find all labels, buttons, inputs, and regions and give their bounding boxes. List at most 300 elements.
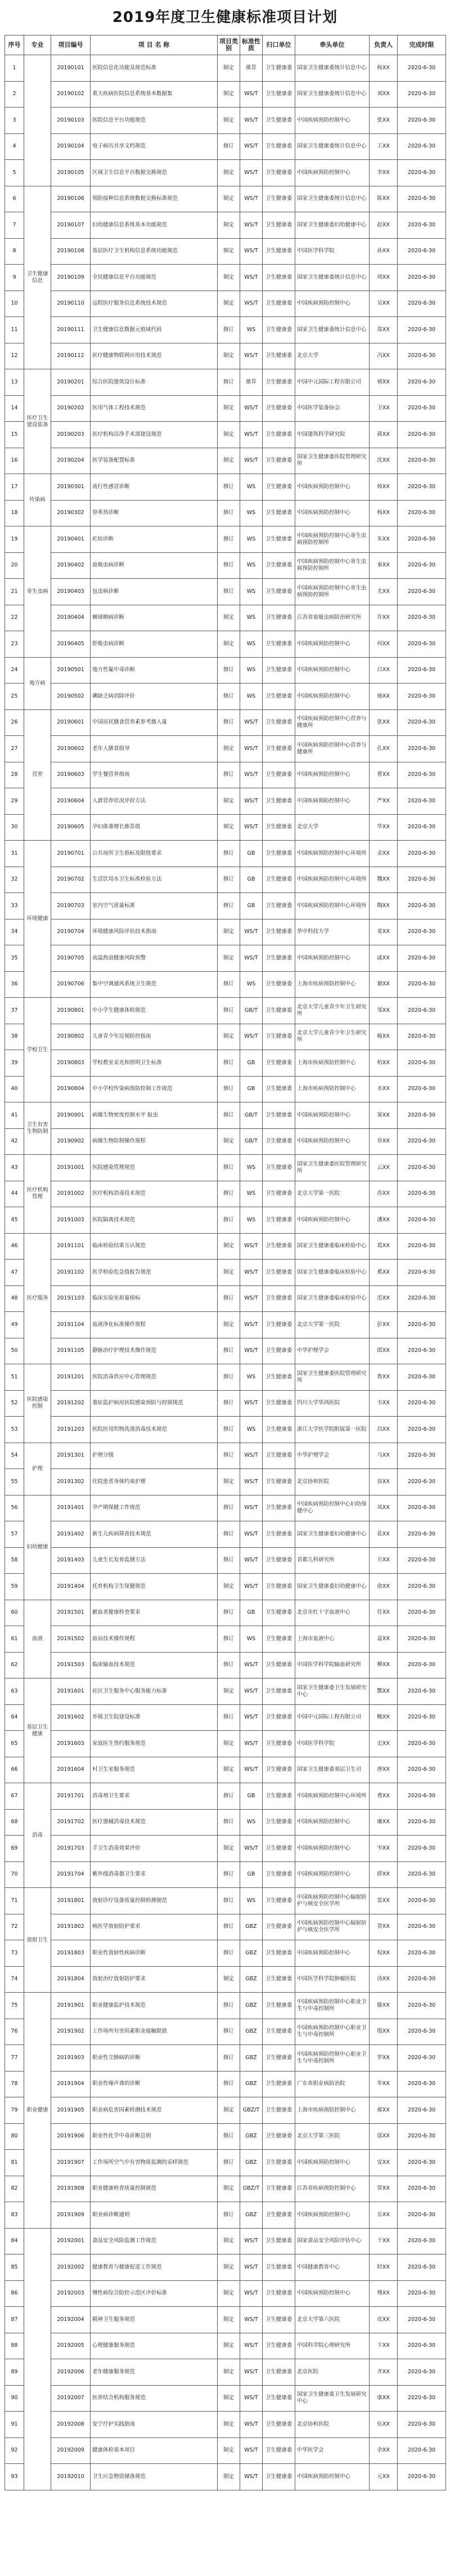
serial-cell: 69	[5, 1836, 24, 1862]
serial-cell: 48	[5, 1285, 24, 1312]
deadline-cell: 2020-6-30	[398, 1024, 446, 1050]
project-code-cell: 20191102	[51, 1260, 91, 1286]
lead-unit-cell: 上海市血液中心	[295, 1626, 370, 1653]
management-unit-cell: 卫生健康委	[263, 736, 295, 762]
nature-cell: GBZ	[240, 1940, 263, 1967]
nature-cell: WS/T	[240, 736, 263, 762]
serial-cell: 31	[5, 841, 24, 867]
management-unit-cell: 卫生健康委	[263, 684, 295, 710]
project-plan-table	[4, 35, 446, 2490]
management-unit-cell: 卫生健康委	[263, 369, 295, 396]
category-cell: 制定	[218, 2333, 240, 2359]
nature-cell: GBZ	[240, 2123, 263, 2150]
responsible-cell: 魏XX	[370, 867, 398, 893]
lead-unit-cell: 中华护理学会	[295, 1338, 370, 1364]
lead-unit-cell: 中国疾病预防控制中心环境所	[295, 867, 370, 893]
project-code-cell: 20190501	[51, 657, 91, 684]
deadline-cell: 2020-6-30	[398, 1390, 446, 1417]
deadline-cell: 2020-6-30	[398, 2254, 446, 2281]
deadline-cell: 2020-6-30	[398, 2464, 446, 2490]
specialty-cell: 地方病	[24, 657, 51, 709]
table-row	[5, 55, 446, 82]
lead-unit-cell: 中国医学装备协会	[295, 395, 370, 422]
specialty-cell: 传染病	[24, 474, 51, 526]
project-name-cell: 地方性氟中毒诊断	[91, 657, 218, 684]
nature-cell: GBZ	[240, 1914, 263, 1940]
lead-unit-cell: 上海市疾病预防控制中心	[295, 2097, 370, 2124]
nature-cell: WS/T	[240, 1024, 263, 1050]
management-unit-cell: 卫生健康委	[263, 2307, 295, 2333]
specialty-cell: 护理	[24, 1443, 51, 1495]
table-row	[5, 1940, 446, 1967]
table-row	[5, 657, 446, 684]
project-name-cell: 卫生应急物资储备规范	[91, 2464, 218, 2490]
project-code-cell: 20190902	[51, 1128, 91, 1155]
category-cell: 修订	[218, 1181, 240, 1207]
deadline-cell: 2020-6-30	[398, 2097, 446, 2124]
serial-cell: 64	[5, 1704, 24, 1731]
responsible-cell: 彭XX	[370, 1312, 398, 1338]
project-code-cell: 20191801	[51, 1888, 91, 1914]
deadline-cell: 2020-6-30	[398, 1495, 446, 1521]
lead-unit-cell: 北京医院	[295, 2359, 370, 2386]
project-name-cell: 慢性病综合防控示范区评价标准	[91, 2280, 218, 2307]
project-code-cell: 20191603	[51, 1731, 91, 1757]
project-name-cell: 医疗机构洁净手术部建设规范	[91, 422, 218, 448]
header-management-unit: 归口单位	[263, 35, 295, 55]
category-cell: 修订	[218, 1600, 240, 1626]
category-cell: 修订	[218, 762, 240, 788]
lead-unit-cell: 中国疾病预防控制中心寄生虫病预防控制所	[295, 579, 370, 605]
responsible-cell: 鲁XX	[370, 1364, 398, 1391]
management-unit-cell: 卫生健康委	[263, 1102, 295, 1129]
serial-cell: 44	[5, 1181, 24, 1207]
category-cell: 修订	[218, 971, 240, 998]
project-name-cell: 医养结合机构服务规范	[91, 2385, 218, 2412]
table-row	[5, 81, 446, 108]
category-cell: 制定	[218, 2307, 240, 2333]
table-row	[5, 2202, 446, 2229]
serial-cell: 29	[5, 788, 24, 815]
deadline-cell: 2020-6-30	[398, 2123, 446, 2150]
responsible-cell: 郝XX	[370, 2097, 398, 2124]
responsible-cell: 陈XX	[370, 186, 398, 212]
project-code-cell: 20190602	[51, 736, 91, 762]
category-cell: 修订	[218, 2045, 240, 2071]
table-row	[5, 1128, 446, 1155]
category-cell: 修订	[218, 2150, 240, 2176]
lead-unit-cell: 北京大学第一医院	[295, 1312, 370, 1338]
responsible-cell: 鲍XX	[370, 1704, 398, 1731]
category-cell: 修订	[218, 579, 240, 605]
nature-cell: WS/T	[240, 160, 263, 186]
project-name-cell: 医院隔离技术规范	[91, 1207, 218, 1234]
category-cell: 制定	[218, 2385, 240, 2412]
project-name-cell: 远程医疗服务信息系统技术规范	[91, 291, 218, 317]
project-code-cell: 20190103	[51, 108, 91, 134]
deadline-cell: 2020-6-30	[398, 1155, 446, 1181]
project-name-cell: 托育机构卫生保健规范	[91, 1574, 218, 1600]
project-code-cell: 20190802	[51, 1024, 91, 1050]
project-code-cell: 20190402	[51, 552, 91, 579]
table-row	[5, 2123, 446, 2150]
table-row	[5, 133, 446, 160]
serial-cell: 76	[5, 2019, 24, 2045]
management-unit-cell: 卫生健康委	[263, 1521, 295, 1548]
management-unit-cell: 卫生健康委	[263, 945, 295, 972]
nature-cell: WS/T	[240, 1469, 263, 1495]
project-name-cell: 学生餐营养指南	[91, 762, 218, 788]
responsible-cell: 唐XX	[370, 1757, 398, 1783]
lead-unit-cell: 中国疾病预防控制中心	[295, 631, 370, 658]
deadline-cell: 2020-6-30	[398, 2176, 446, 2202]
serial-cell: 13	[5, 369, 24, 396]
nature-cell: WS	[240, 1155, 263, 1181]
category-cell: 制定	[218, 2254, 240, 2281]
management-unit-cell: 卫生健康委	[263, 1940, 295, 1967]
management-unit-cell: 卫生健康委	[263, 1836, 295, 1862]
category-cell: 修订	[218, 1050, 240, 1077]
management-unit-cell: 卫生健康委	[263, 1469, 295, 1495]
table-row	[5, 1704, 446, 1731]
lead-unit-cell: 中国疾病预防控制中心营养与健康所	[295, 736, 370, 762]
nature-cell: WS/T	[240, 395, 263, 422]
nature-cell: GB	[240, 841, 263, 867]
serial-cell: 53	[5, 1417, 24, 1443]
nature-cell: WS/T	[240, 2437, 263, 2464]
project-name-cell: 职业性尘肺病的诊断	[91, 2045, 218, 2071]
header-category: 项目类别	[218, 35, 240, 55]
project-name-cell: 核医学放射防护要求	[91, 1914, 218, 1940]
table-row	[5, 1626, 446, 1653]
serial-cell: 20	[5, 552, 24, 579]
category-cell: 修订	[218, 317, 240, 343]
serial-cell: 2	[5, 81, 24, 108]
project-code-cell: 20190701	[51, 841, 91, 867]
table-row	[5, 1809, 446, 1836]
serial-cell: 47	[5, 1260, 24, 1286]
table-row	[5, 1836, 446, 1862]
table-row	[5, 1260, 446, 1286]
category-cell: 制定	[218, 1678, 240, 1705]
project-code-cell: 20191402	[51, 1521, 91, 1548]
serial-cell: 36	[5, 971, 24, 998]
lead-unit-cell: 国家卫生健康委临床检验中心	[295, 1285, 370, 1312]
responsible-cell: 周XX	[370, 265, 398, 291]
project-name-cell: 重症监护病房医院感染预防与控制规范	[91, 1390, 218, 1417]
category-cell: 制定	[218, 2280, 240, 2307]
responsible-cell: 张XX	[370, 709, 398, 736]
responsible-cell: 陶XX	[370, 893, 398, 919]
responsible-cell: 余XX	[370, 2437, 398, 2464]
lead-unit-cell: 国家卫生健康委统计信息中心	[295, 81, 370, 108]
project-name-cell: 全民健康信息平台功能规范	[91, 265, 218, 291]
deadline-cell: 2020-6-30	[398, 736, 446, 762]
project-name-cell: 中国居民膳食营养素参考摄入量	[91, 709, 218, 736]
project-code-cell: 20191103	[51, 1285, 91, 1312]
deadline-cell: 2020-6-30	[398, 1678, 446, 1705]
table-row	[5, 1966, 446, 1993]
serial-cell: 90	[5, 2385, 24, 2412]
management-unit-cell: 卫生健康委	[263, 2385, 295, 2412]
table-row	[5, 631, 446, 658]
management-unit-cell: 卫生健康委	[263, 2019, 295, 2045]
project-name-cell: 儿童青少年近视防控指南	[91, 1024, 218, 1050]
responsible-cell: 凤XX	[370, 1495, 398, 1521]
deadline-cell: 2020-6-30	[398, 1285, 446, 1312]
responsible-cell: 云XX	[370, 1155, 398, 1181]
deadline-cell: 2020-6-30	[398, 474, 446, 501]
serial-cell: 73	[5, 1940, 24, 1967]
nature-cell: WS/T	[240, 1338, 263, 1364]
project-name-cell: 老年健康服务规范	[91, 2359, 218, 2386]
management-unit-cell: 卫生健康委	[263, 395, 295, 422]
project-code-cell: 20191602	[51, 1704, 91, 1731]
serial-cell: 89	[5, 2359, 24, 2386]
lead-unit-cell: 中国疾病预防控制中心	[295, 788, 370, 815]
nature-cell: WS/T	[240, 133, 263, 160]
table-row	[5, 1757, 446, 1783]
lead-unit-cell: 四川大学华西医院	[295, 1390, 370, 1417]
management-unit-cell: 卫生健康委	[263, 1993, 295, 2019]
specialty-cell: 血液	[24, 1600, 51, 1678]
project-code-cell: 20190705	[51, 945, 91, 972]
project-name-cell: 医院感染管理规范	[91, 1155, 218, 1181]
lead-unit-cell: 北京协和医院	[295, 1469, 370, 1495]
project-code-cell: 20190605	[51, 814, 91, 841]
responsible-cell: 谢XX	[370, 971, 398, 998]
table-row	[5, 1338, 446, 1364]
project-name-cell: 职业健康监护技术规范	[91, 1993, 218, 2019]
project-name-cell: 妇幼健康信息系统基本功能规范	[91, 212, 218, 239]
project-name-cell: 医院医用织物洗涤消毒技术规范	[91, 1417, 218, 1443]
serial-cell: 85	[5, 2254, 24, 2281]
nature-cell: WS/T	[240, 1443, 263, 1469]
management-unit-cell: 卫生健康委	[263, 1626, 295, 1653]
project-code-cell: 20190203	[51, 422, 91, 448]
project-code-cell: 20191901	[51, 1993, 91, 2019]
project-code-cell: 20190803	[51, 1050, 91, 1077]
specialty-cell: 消毒	[24, 1783, 51, 1888]
nature-cell: WS	[240, 500, 263, 526]
nature-cell: GB	[240, 1861, 263, 1888]
serial-cell: 59	[5, 1574, 24, 1600]
specialty-cell: 卫生健康信息	[24, 186, 51, 369]
nature-cell: GB	[240, 893, 263, 919]
table-row	[5, 2045, 446, 2071]
nature-cell: WS/T	[240, 2333, 263, 2359]
lead-unit-cell: 中国疾病预防控制中心	[295, 1836, 370, 1862]
project-code-cell: 20191202	[51, 1390, 91, 1417]
category-cell: 制定	[218, 108, 240, 134]
lead-unit-cell: 中国疾病预防控制中心	[295, 2280, 370, 2307]
table-row	[5, 736, 446, 762]
table-row	[5, 395, 446, 422]
project-code-cell: 20191001	[51, 1155, 91, 1181]
lead-unit-cell: 中国健康教育中心	[295, 2254, 370, 2281]
management-unit-cell: 卫生健康委	[263, 133, 295, 160]
serial-cell: 87	[5, 2307, 24, 2333]
project-code-cell: 20190101	[51, 55, 91, 82]
project-code-cell: 20190109	[51, 265, 91, 291]
category-cell: 修订	[218, 2123, 240, 2150]
category-cell: 制定	[218, 1469, 240, 1495]
responsible-cell: 许XX	[370, 605, 398, 631]
serial-cell: 65	[5, 1731, 24, 1757]
deadline-cell: 2020-6-30	[398, 945, 446, 972]
lead-unit-cell: 北京大学	[295, 814, 370, 841]
responsible-cell: 沈XX	[370, 448, 398, 474]
serial-cell: 67	[5, 1783, 24, 1810]
lead-unit-cell: 北京市红十字血液中心	[295, 1600, 370, 1626]
category-cell: 修订	[218, 2202, 240, 2229]
project-name-cell: 医疗器械消毒技术规范	[91, 1809, 218, 1836]
category-cell: 制定	[218, 631, 240, 658]
table-row	[5, 1521, 446, 1548]
table-row	[5, 1888, 446, 1914]
lead-unit-cell: 中国科学院心理研究所	[295, 2333, 370, 2359]
lead-unit-cell: 国家卫生健康委医院管理研究所	[295, 1364, 370, 1391]
category-cell: 修订	[218, 369, 240, 396]
deadline-cell: 2020-6-30	[398, 2019, 446, 2045]
responsible-cell: 殷XX	[370, 2019, 398, 2045]
category-cell: 修订	[218, 1417, 240, 1443]
management-unit-cell: 卫生健康委	[263, 2254, 295, 2281]
management-unit-cell: 卫生健康委	[263, 186, 295, 212]
management-unit-cell: 卫生健康委	[263, 448, 295, 474]
deadline-cell: 2020-6-30	[398, 893, 446, 919]
nature-cell: WS/T	[240, 1652, 263, 1678]
management-unit-cell: 卫生健康委	[263, 605, 295, 631]
responsible-cell: 史XX	[370, 1731, 398, 1757]
nature-cell: GB	[240, 1600, 263, 1626]
responsible-cell: 章XX	[370, 1128, 398, 1155]
management-unit-cell: 卫生健康委	[263, 2097, 295, 2124]
nature-cell: WS	[240, 605, 263, 631]
serial-cell: 86	[5, 2280, 24, 2307]
lead-unit-cell: 中国疾病预防控制中心辐射防护与核安全医学所	[295, 1914, 370, 1940]
lead-unit-cell: 国家卫生健康委妇幼健康中心	[295, 212, 370, 239]
lead-unit-cell: 中国疾病预防控制中心妇幼保健中心	[295, 1495, 370, 1521]
serial-cell: 11	[5, 317, 24, 343]
deadline-cell: 2020-6-30	[398, 500, 446, 526]
project-code-cell: 20191502	[51, 1626, 91, 1653]
management-unit-cell: 卫生健康委	[263, 1024, 295, 1050]
table-row	[5, 1783, 446, 1810]
nature-cell: WS/T	[240, 1731, 263, 1757]
lead-unit-cell: 中国疾病预防控制中心	[295, 1861, 370, 1888]
project-name-cell: 病媒生物防制操作规程	[91, 1128, 218, 1155]
project-code-cell: 20191404	[51, 1574, 91, 1600]
project-code-cell: 20190403	[51, 579, 91, 605]
category-cell: 制定	[218, 2097, 240, 2124]
management-unit-cell: 卫生健康委	[263, 1050, 295, 1077]
nature-cell: GBZ	[240, 2071, 263, 2097]
deadline-cell: 2020-6-30	[398, 395, 446, 422]
project-code-cell: 20190112	[51, 343, 91, 369]
project-name-cell: 集中空调通风系统卫生规范	[91, 971, 218, 998]
responsible-cell: 张XX	[370, 108, 398, 134]
deadline-cell: 2020-6-30	[398, 1940, 446, 1967]
responsible-cell: 喻XX	[370, 1024, 398, 1050]
project-name-cell: 综合医院建筑设计标准	[91, 369, 218, 396]
responsible-cell: 邬XX	[370, 2123, 398, 2150]
deadline-cell: 2020-6-30	[398, 1364, 446, 1391]
serial-cell: 15	[5, 422, 24, 448]
management-unit-cell: 卫生健康委	[263, 1338, 295, 1364]
nature-cell: WS/T	[240, 1285, 263, 1312]
category-cell: 修订	[218, 1547, 240, 1574]
category-cell: 制定	[218, 81, 240, 108]
table-row	[5, 1364, 446, 1391]
lead-unit-cell: 国家卫生健康委医院管理研究所	[295, 448, 370, 474]
serial-cell: 21	[5, 579, 24, 605]
management-unit-cell: 卫生健康委	[263, 1364, 295, 1391]
responsible-cell: 吕XX	[370, 657, 398, 684]
project-name-cell: 血吸虫病诊断	[91, 552, 218, 579]
table-row	[5, 2019, 446, 2045]
nature-cell: GB/T	[240, 1128, 263, 1155]
project-code-cell: 20190102	[51, 81, 91, 108]
category-cell: 制定	[218, 1233, 240, 1260]
project-name-cell: 血液净化标准操作规程	[91, 1312, 218, 1338]
responsible-cell: 倪XX	[370, 1940, 398, 1967]
lead-unit-cell: 国家卫生健康委统计信息中心	[295, 265, 370, 291]
nature-cell: WS/T	[240, 108, 263, 134]
management-unit-cell: 卫生健康委	[263, 579, 295, 605]
table-row	[5, 1547, 446, 1574]
deadline-cell: 2020-6-30	[398, 1128, 446, 1155]
deadline-cell: 2020-6-30	[398, 1574, 446, 1600]
project-name-cell: 流行性感冒诊断	[91, 474, 218, 501]
project-name-cell: 静脉治疗护理技术操作规范	[91, 1338, 218, 1364]
project-code-cell: 20190604	[51, 788, 91, 815]
table-row	[5, 291, 446, 317]
category-cell: 修订	[218, 133, 240, 160]
project-name-cell: 包虫病诊断	[91, 579, 218, 605]
nature-cell: WS	[240, 1207, 263, 1234]
responsible-cell: 郎XX	[370, 1338, 398, 1364]
project-code-cell: 20190801	[51, 998, 91, 1024]
lead-unit-cell: 国家卫生健康委卫生发展研究中心	[295, 1678, 370, 1705]
project-name-cell: 献血者健康检查要求	[91, 1600, 218, 1626]
management-unit-cell: 卫生健康委	[263, 893, 295, 919]
responsible-cell: 乐XX	[370, 2202, 398, 2229]
category-cell: 制定	[218, 1731, 240, 1757]
management-unit-cell: 卫生健康委	[263, 1678, 295, 1705]
responsible-cell: 廉XX	[370, 1809, 398, 1836]
project-code-cell: 20190110	[51, 291, 91, 317]
deadline-cell: 2020-6-30	[398, 2280, 446, 2307]
table-row	[5, 317, 446, 343]
deadline-cell: 2020-6-30	[398, 2385, 446, 2412]
project-code-cell: 20190301	[51, 474, 91, 501]
serial-cell: 12	[5, 343, 24, 369]
project-name-cell: 放射治疗放射防护要求	[91, 1966, 218, 1993]
lead-unit-cell: 中国疾病预防控制中心	[295, 291, 370, 317]
lead-unit-cell: 中国疾病预防控制中心	[295, 2202, 370, 2229]
management-unit-cell: 卫生健康委	[263, 762, 295, 788]
serial-cell: 43	[5, 1155, 24, 1181]
nature-cell: WS/T	[240, 1390, 263, 1417]
table-row	[5, 1076, 446, 1102]
project-code-cell: 20191501	[51, 1600, 91, 1626]
table-row	[5, 1285, 446, 1312]
table-row	[5, 160, 446, 186]
serial-cell: 74	[5, 1966, 24, 1993]
project-name-cell: 儿童生长发育监测方法	[91, 1547, 218, 1574]
nature-cell: WS/T	[240, 1521, 263, 1548]
